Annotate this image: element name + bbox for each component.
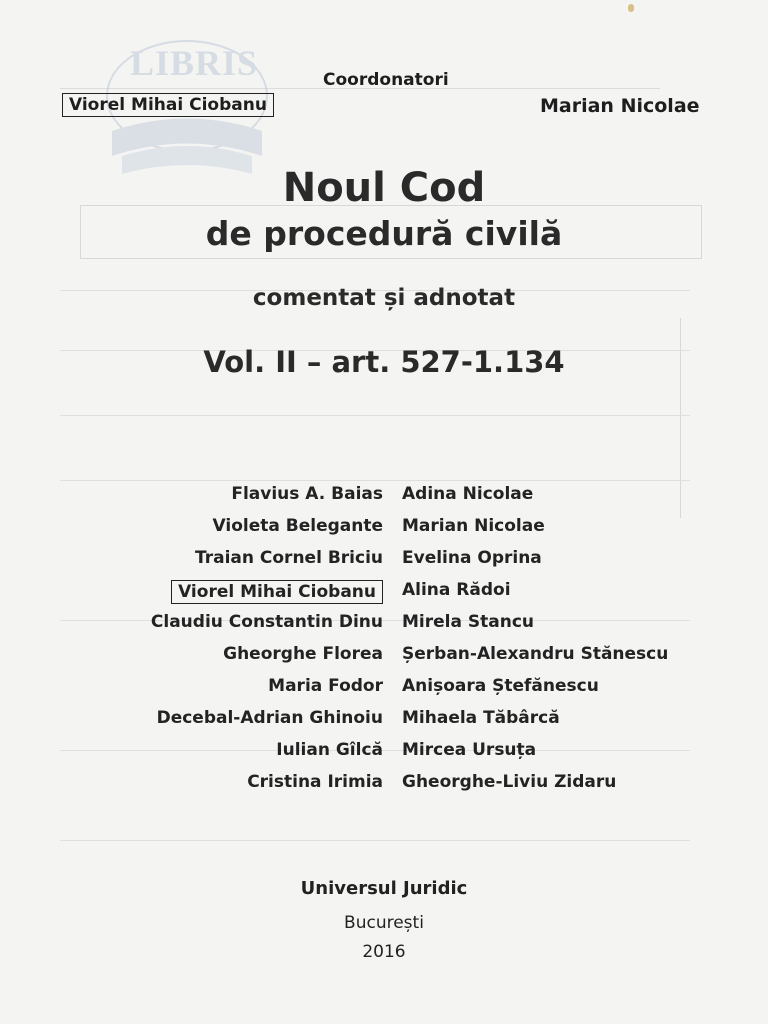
author-name: Adina Nicolae xyxy=(402,484,534,504)
author-name: Mirela Stancu xyxy=(402,612,534,632)
author-name: Maria Fodor xyxy=(268,676,383,696)
author-name: Cristina Irimia xyxy=(247,772,383,792)
author-name: Alina Rădoi xyxy=(402,580,511,600)
author-name: Mircea Ursuța xyxy=(402,740,537,760)
author-name: Evelina Oprina xyxy=(402,548,542,568)
author-name: Decebal-Adrian Ghinoiu xyxy=(156,708,383,728)
title-line-1: Noul Cod xyxy=(282,165,486,211)
author-name: Iulian Gîlcă xyxy=(276,740,383,760)
author-name-highlighted: Viorel Mihai Ciobanu xyxy=(151,580,383,612)
author-name: Gheorghe Florea xyxy=(223,644,383,664)
logo-text: LIBRIS xyxy=(130,43,259,83)
author-name: Gheorghe-Liviu Zidaru xyxy=(402,772,617,792)
authors-left-column xyxy=(151,484,383,804)
author-name: Violeta Belegante xyxy=(212,516,383,536)
author-name: Claudiu Constantin Dinu xyxy=(150,612,383,632)
publication-year: 2016 xyxy=(362,942,406,962)
author-name: Anișoara Ștefănescu xyxy=(402,676,599,696)
coordinator-left: Viorel Mihai Ciobanu xyxy=(62,93,274,117)
author-name: Mihaela Tăbârcă xyxy=(402,708,560,728)
title-line-2: de procedură civilă xyxy=(205,214,563,253)
volume-label: Vol. II – art. 527-1.134 xyxy=(203,345,565,379)
paper-speck xyxy=(628,4,634,12)
coordinator-right: Marian Nicolae xyxy=(540,95,700,117)
publisher-name: Universul Juridic xyxy=(300,878,468,899)
author-name: Traian Cornel Briciu xyxy=(195,548,383,568)
author-name: Flavius A. Baias xyxy=(231,484,383,504)
author-name: Șerban-Alexandru Stănescu xyxy=(402,644,669,664)
publisher-city: București xyxy=(344,913,424,933)
coordinators-label: Coordonatori xyxy=(323,70,449,90)
subtitle: comentat și adnotat xyxy=(252,285,516,311)
author-name: Marian Nicolae xyxy=(402,516,545,536)
authors-right-column xyxy=(402,484,668,804)
